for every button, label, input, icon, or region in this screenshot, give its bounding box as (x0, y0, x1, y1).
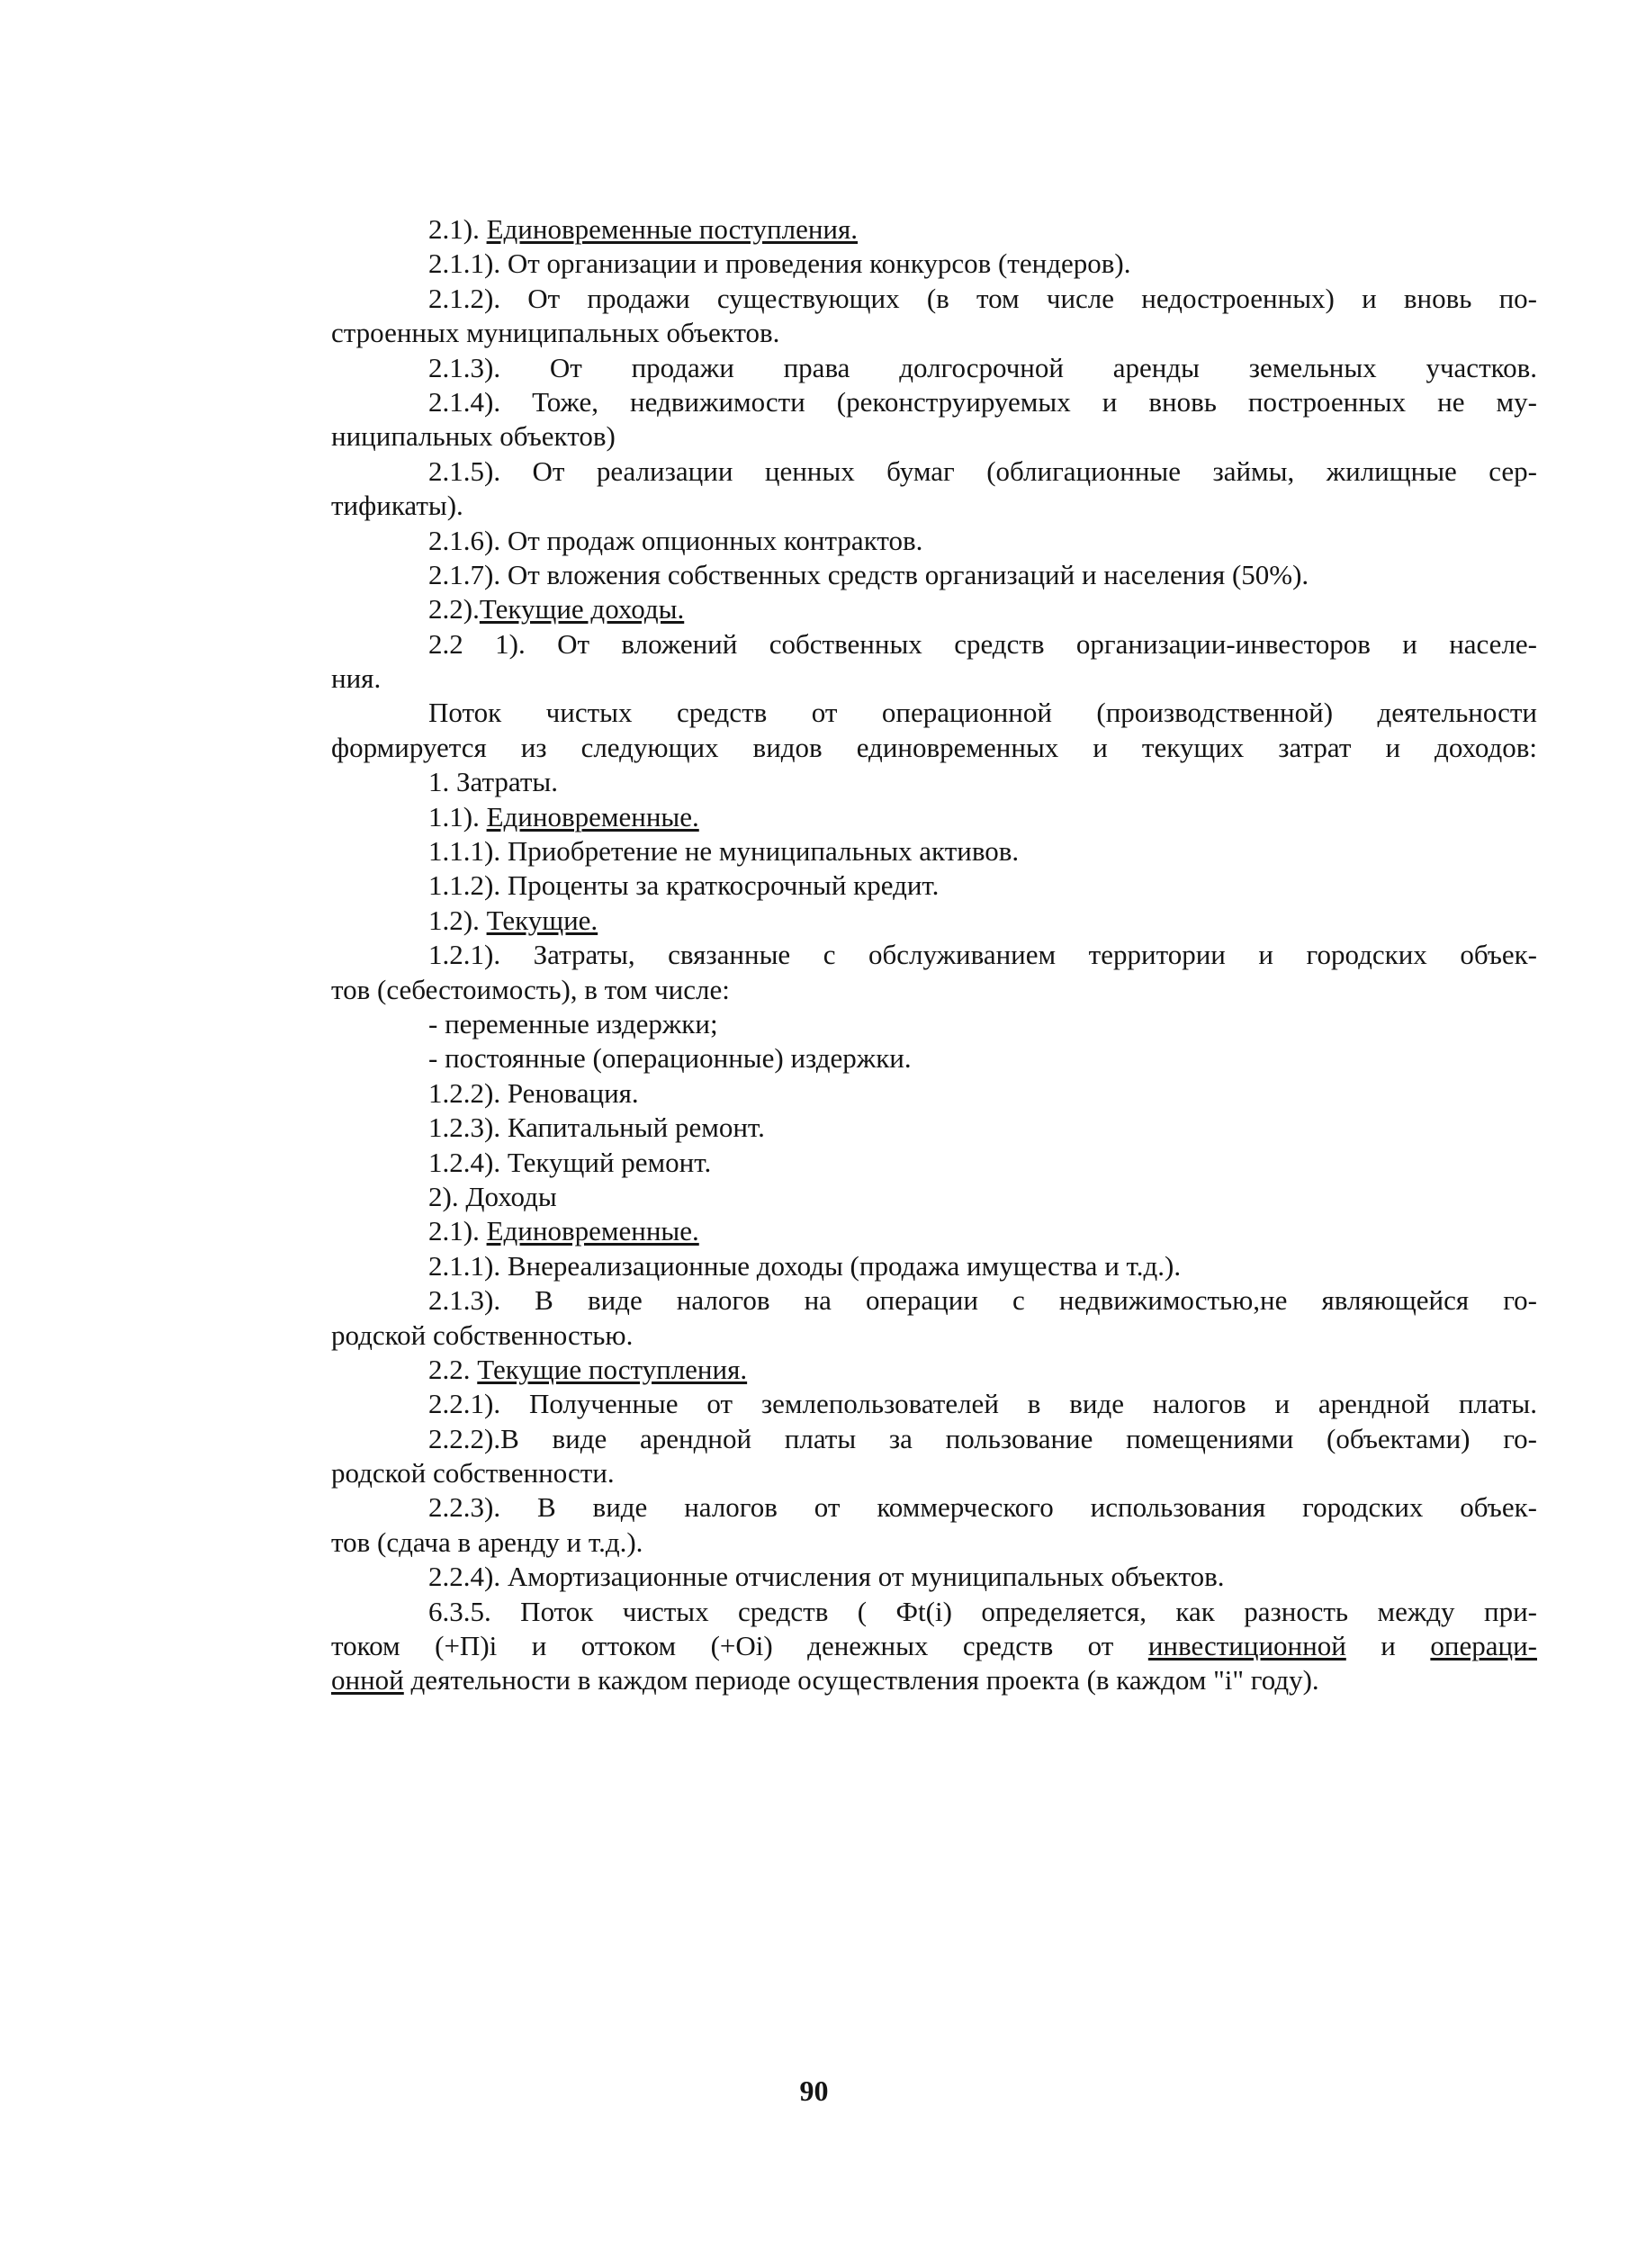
paragraph-cash-flow-cont: формируется из следующих видов единовременных и текущих затрат и доходов: (331, 731, 1537, 763)
list-item-variable-costs: - переменные издержки; (428, 1007, 718, 1040)
heading-current-income: 2.2).Текущие доходы. (428, 593, 685, 626)
list-item-1-2-3: 1.2.3). Капитальный ремонт. (428, 1112, 765, 1144)
list-item-1-2-4: 1.2.4). Текущий ремонт. (428, 1146, 712, 1178)
list-item-2-1-3: 2.1.3). От продажи права долгосрочной аренды земельных участков. (428, 351, 1537, 383)
list-item-2-1-5: 2.1.5). От реализации ценных бумаг (облигационные займы, жилищные сер- (428, 454, 1537, 487)
list-item-1-2-1-cont: тов (себестоимость), в том числе: (331, 973, 730, 1005)
section-6-3-5-cont: током (+П)i и оттоком (+Oi) денежных средств от инвестиционной и операци- (331, 1630, 1537, 1662)
list-item-2-2-4: 2.2.4). Амортизационные отчисления от муниципальных объектов. (428, 1561, 1225, 1593)
list-item-1-2-1: 1.2.1). Затраты, связанные с обслуживанием территории и городских объек- (428, 939, 1537, 971)
list-item-2-2-1: 2.2 1). От вложений собственных средств организации-инвесторов и населе- (428, 627, 1537, 660)
list-item-2-1-6: 2.1.6). От продаж опционных контрактов. (428, 524, 923, 556)
list-item-2-2-3: 2.2.3). В виде налогов от коммерческого использования городских объек- (428, 1491, 1537, 1524)
list-item-2-1-3-income: 2.1.3). В виде налогов на операции с недвижимостью,не являющейся го- (428, 1284, 1537, 1317)
list-item-2-2-2: 2.2.2).В виде арендной платы за пользование помещениями (объектами) го- (428, 1422, 1537, 1454)
section-6-3-5-end: онной деятельности в каждом периоде осуществления проекта (в каждом "i" году). (331, 1664, 1319, 1696)
list-item-2-1-2: 2.1.2). От продажи существующих (в том числе недостроенных) и вновь по- (428, 282, 1537, 314)
list-item-2-2-1-receipts: 2.2.1). Полученные от землепользователей в виде налогов и арендной платы. (428, 1388, 1537, 1420)
list-item-1-1-1: 1.1.1). Приобретение не муниципальных активов. (428, 835, 1020, 868)
heading-costs: 1. Затраты. (428, 766, 558, 798)
list-item-2-1-7: 2.1.7). От вложения собственных средств организаций и населения (50%). (428, 558, 1309, 590)
list-item-2-2-2-cont: родской собственности. (331, 1457, 615, 1490)
list-item-2-1-1-income: 2.1.1). Внереализационные доходы (продажа имущества и т.д.). (428, 1249, 1182, 1282)
section-6-3-5: 6.3.5. Поток чистых средств ( Фt(i) определяется, как разность между при- (428, 1595, 1537, 1627)
list-item-2-1-2-cont: строенных муниципальных объектов. (331, 317, 780, 349)
heading-one-time-income: 2.1). Единовременные. (428, 1215, 699, 1247)
list-item-1-1-2: 1.1.2). Проценты за краткосрочный кредит. (428, 869, 940, 902)
list-item-2-1-4-cont: ниципальных объектов) (331, 420, 616, 453)
heading-one-time-receipts: 2.1). Единовременные поступления. (428, 213, 859, 245)
heading-income: 2). Доходы (428, 1180, 557, 1212)
list-item-2-1-4: 2.1.4). Тоже, недвижимости (реконструируемых и вновь построенных не му- (428, 385, 1537, 418)
heading-current-costs: 1.2). Текущие. (428, 904, 598, 936)
heading-one-time-costs: 1.1). Единовременные. (428, 800, 699, 832)
document-body (331, 212, 1537, 1698)
list-item-2-2-1-cont: ния. (331, 662, 382, 695)
heading-current-receipts: 2.2. Текущие поступления. (428, 1353, 748, 1385)
list-item-2-2-3-cont: тов (сдача в аренду и т.д.). (331, 1526, 643, 1558)
list-item-2-1-1: 2.1.1). От организации и проведения конкурсов (тендеров). (428, 248, 1131, 280)
list-item-1-2-2: 1.2.2). Реновация. (428, 1076, 639, 1109)
list-item-2-1-5-cont: тификаты). (331, 490, 463, 522)
list-item-fixed-costs: - постоянные (операционные) издержки. (428, 1042, 912, 1075)
list-item-2-1-3-income-cont: родской собственностью. (331, 1318, 634, 1351)
paragraph-cash-flow: Поток чистых средств от операционной (производственной) деятельности (428, 697, 1537, 729)
page-number: 90 (799, 2074, 829, 2107)
